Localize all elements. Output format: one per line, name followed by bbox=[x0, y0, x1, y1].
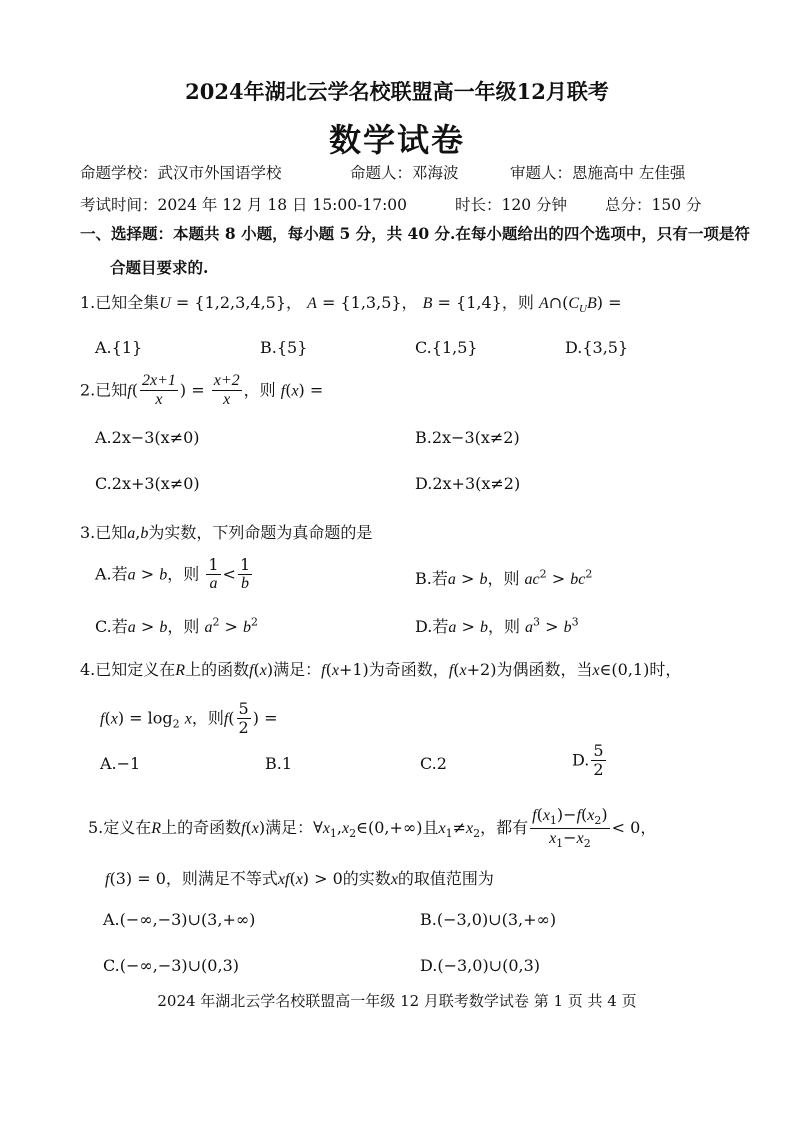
question-1: 1.已知全集U = {1,2,3,4,5}， A = {1,3,5}， B = {1,4}，则 $A\cap(C_UB)$ = bbox=[80, 293, 622, 316]
exam-title: 2024年湖北云学名校联盟高一年级12月联考 bbox=[185, 79, 609, 104]
q5-option-b: B.(−3,0)∪(3,+∞) bbox=[420, 910, 557, 929]
q3-option-a: A.若a > b，则 $\frac{1}{a}$ < $\frac{1}{b}$ bbox=[95, 555, 251, 593]
duration-label: 时长：120 分钟 bbox=[455, 196, 568, 214]
question-3: 3.已知a,b为实数，下列命题为真命题的是 bbox=[80, 523, 373, 542]
q5-option-d: D.(−3,0)∪(0,3) bbox=[420, 956, 541, 975]
exam-subtitle: 数学试卷 bbox=[328, 121, 465, 159]
q4-option-c: C.2 bbox=[420, 754, 447, 773]
q2-option-d: D.2x+3(x≠2) bbox=[415, 474, 521, 493]
q5-option-a: A.(−∞,−3)∪(3,+∞) bbox=[103, 910, 256, 929]
q1-option-b: B.{5} bbox=[260, 338, 308, 357]
school-label: 命题学校：武汉市外国语学校 bbox=[80, 164, 282, 182]
q1-option-c: C.{1,5} bbox=[415, 338, 478, 357]
q4-option-d: D. $\frac{5}{2}$ bbox=[572, 741, 604, 780]
q1-option-d: D.{3,5} bbox=[565, 338, 629, 357]
q3-option-c: C.若a > b，则 $a^2 > b^2$ bbox=[95, 615, 259, 636]
question-5: 5.定义在R上的奇函数f(x)满足：$\forall x_1,x_2\in(0,+\infty)$且$x_1\ne x_2$，都有 $\frac{f(x_1)-f(x_2)}{x_1-x_2}$ < 0， bbox=[88, 805, 657, 851]
question-5-cont: f(3) = 0，则满足不等式xf(x) > 0的实数x的取值范围为 bbox=[105, 869, 494, 888]
q2-option-b: B.2x−3(x≠2) bbox=[415, 428, 520, 447]
q2-option-c: C.2x+3(x≠0) bbox=[95, 474, 200, 493]
q4-option-a: A.−1 bbox=[100, 754, 141, 773]
page-footer: 2024 年湖北云学名校联盟高一年级 12 月联考数学试卷 第 1 页 共 4 页 bbox=[157, 992, 637, 1010]
q2-option-a: A.2x−3(x≠0) bbox=[95, 428, 200, 447]
question-4: 4.已知定义在R上的函数f(x)满足：f(x+1)为奇函数，f(x+2)为偶函数，当x∈(0,1)时， bbox=[80, 660, 682, 679]
score-label: 总分：150 分 bbox=[605, 196, 702, 214]
q3-option-d: D.若a > b，则 $a^3 > b^3$ bbox=[415, 615, 579, 636]
q1-option-a: A.{1} bbox=[95, 338, 143, 357]
time-label: 考试时间：2024 年 12 月 18 日 15:00-17:00 bbox=[80, 196, 408, 214]
q5-option-c: C.(−∞,−3)∪(0,3) bbox=[103, 956, 239, 975]
section-heading-cont: 合题目要求的. bbox=[110, 258, 209, 277]
reviewer-label: 审题人：恩施高中 左佳强 bbox=[510, 164, 686, 182]
question-2: 2.已知f( $\frac{2x+1}{x}$ ) = $\frac{x+2}{x}$ ，则 f(x) = bbox=[80, 372, 324, 409]
section-heading: 一、选择题：本题共 8 小题，每小题 5 分，共 40 分.在每小题给出的四个选项中，只有一项是符 bbox=[80, 224, 750, 243]
q4-option-b: B.1 bbox=[265, 754, 293, 773]
q3-option-b: B.若a > b，则 $ac^2 > bc^2$ bbox=[415, 567, 593, 588]
author-label: 命题人：邓海波 bbox=[350, 164, 459, 182]
question-4-cont: $f(x) = \log_2 x$，则f( $\frac{5}{2}$ ) = bbox=[100, 699, 278, 738]
